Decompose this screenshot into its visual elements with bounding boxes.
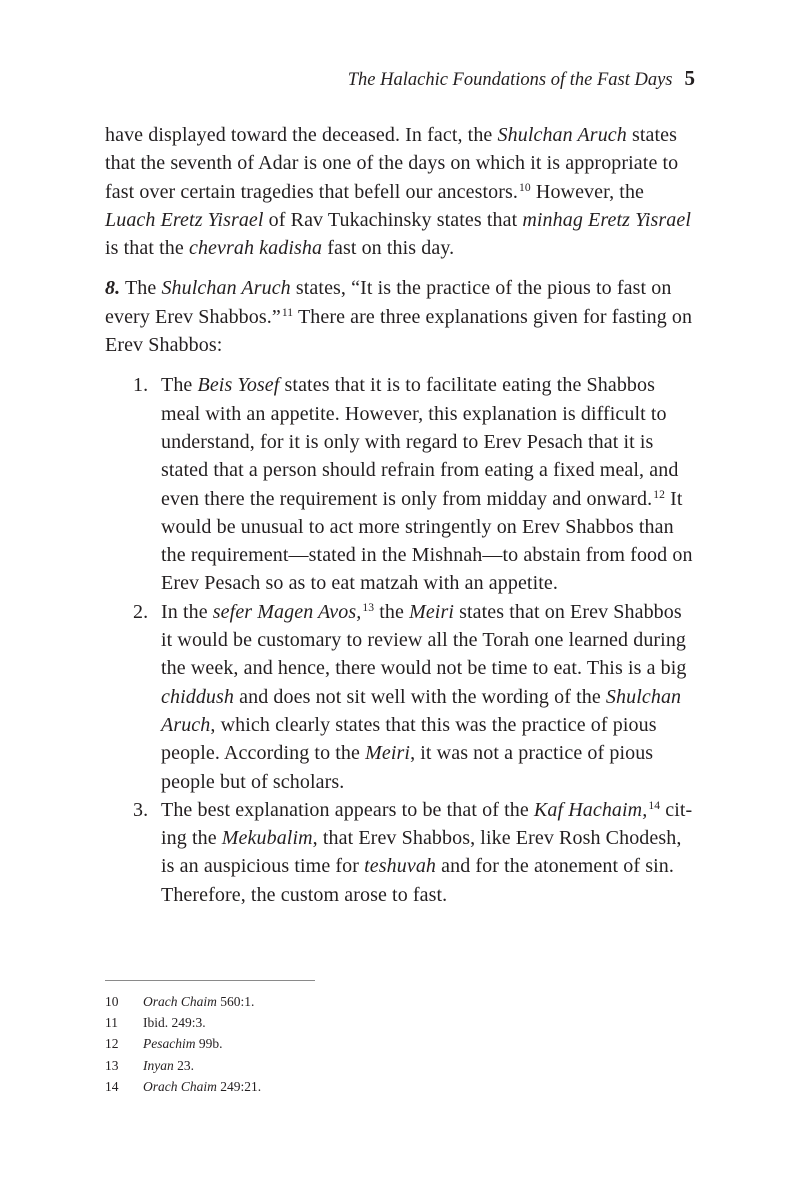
list-item: 2. In the sefer Magen Avos,$^{13}$ the Meiri states that on Erev Shabbos it would be customary to review all the Torah one learned during the week, and hence, there would not be time to eat. This is a big chiddush and does not sit well with the wording of the Shulchan Aruch, which clearly states that this was the practice of pious people. According to the Meiri, it was not a practice of pious people but of scholars. bbox=[161, 598, 695, 796]
list-item: 1. The Beis Yosef states that it is to facilitate eating the Shabbos meal with an appetite. However, this explanation is difficult to understand, for it is only with regard to Erev Pesach that it is stated that a person should refrain from eating a fixed meal, and even there the requirement is only from midday and onward.$^{12}$ It would be unusual to act more stringently on Erev Shabbos than the requirement—stated in the Mishnah—to abstain from food on Erev Pesach so as to eat matzah with an appetite. bbox=[161, 371, 695, 597]
footnote-ref-14[interactable]: 14 bbox=[648, 799, 661, 813]
footnote-ref-11[interactable]: 11 bbox=[281, 306, 294, 320]
list-number: 3. bbox=[133, 798, 149, 821]
footnote-ref-13[interactable]: 13 bbox=[362, 601, 375, 615]
footnotes bbox=[105, 991, 261, 1097]
footnote-divider bbox=[105, 980, 315, 981]
footnote: 10 Orach Chaim 560:1. bbox=[105, 994, 255, 1009]
explanations-list bbox=[133, 371, 695, 909]
footnote: 11 Ibid. 249:3. bbox=[105, 1015, 206, 1031]
footnote-ref-10[interactable]: 10 bbox=[519, 181, 531, 195]
footnote: 12 Pesachim 99b. bbox=[105, 1036, 223, 1052]
footnote-ref-12[interactable]: 12 bbox=[653, 488, 665, 502]
page-number: 5 bbox=[684, 66, 695, 90]
paragraph-intro: have displayed toward the deceased. In fact, the Shulchan Aruch states that the seventh of Adar is one of the days on which it is appropriate to fast over certain tragedies that befell our ancestors.$^{10}$ However, the Luach Eretz Yisrael of Rav Tukachinsky states that minhag Eretz Yisrael is that the chevrah kadisha fast on this day. bbox=[105, 124, 691, 260]
footnote: 13 Inyan 23. bbox=[105, 1057, 194, 1073]
list-item: 3. The best explanation appears to be that of the Kaf Hachaim,$^{14}$ citing the Mekubalim, that Erev Shabbos, like Erev Rosh Chodesh, is an auspicious time for teshuvah and for the atonement of sin. Therefore, the custom arose to fast. bbox=[161, 796, 695, 909]
footnote: 14 Orach Chaim 249:21. bbox=[105, 1078, 262, 1094]
running-header bbox=[348, 66, 695, 91]
running-title: The Halachic Foundations of the Fast Days bbox=[347, 70, 673, 90]
paragraph-number: 8. bbox=[105, 277, 121, 300]
list-number: 2. bbox=[133, 600, 149, 623]
paragraph-8: 8. The Shulchan Aruch states, “It is the practice of the pious to fast on every Erev Shabbos.”$^{11}$ There are three explanations given for fasting on Erev Shabbos: bbox=[105, 277, 693, 357]
list-number: 1. bbox=[133, 374, 149, 397]
body-text bbox=[105, 121, 695, 909]
